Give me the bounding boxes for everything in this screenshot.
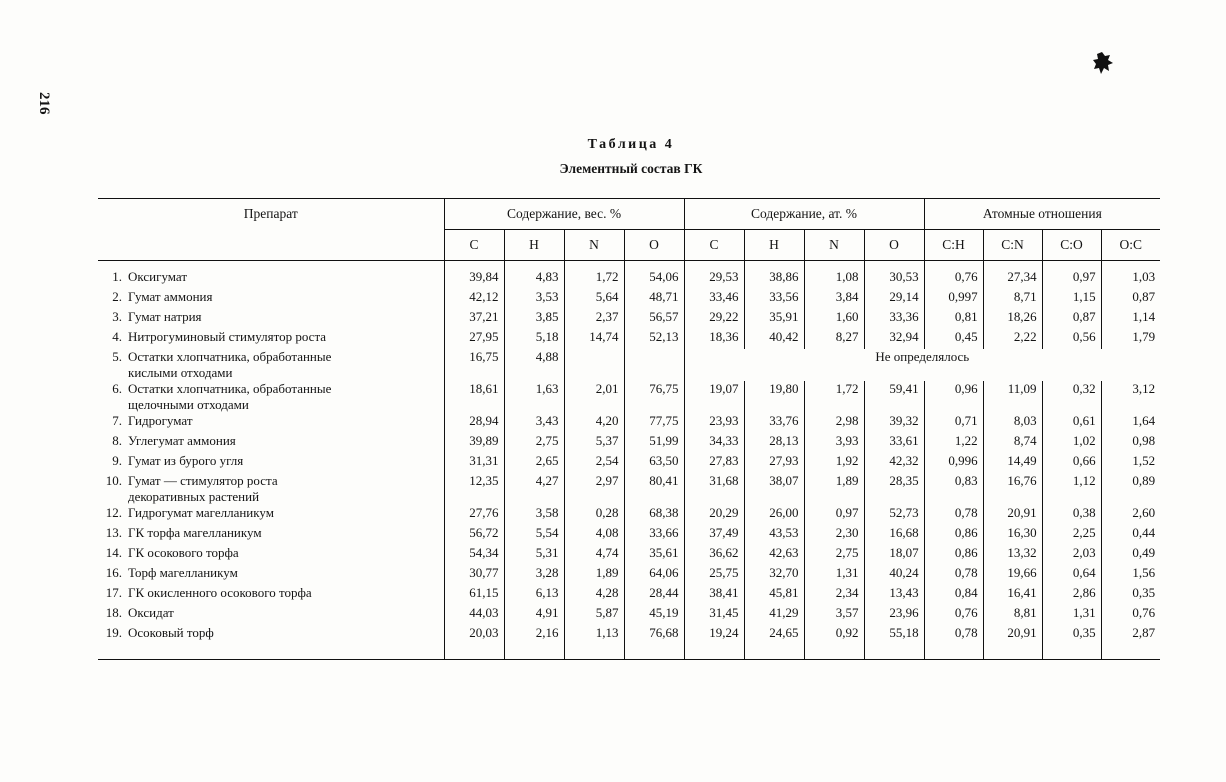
- value-cell: 1,89: [804, 473, 864, 505]
- value-cell: 8,27: [804, 329, 864, 349]
- value-cell: 29,14: [864, 289, 924, 309]
- value-cell: 4,74: [564, 545, 624, 565]
- value-cell: 30,77: [444, 565, 504, 585]
- value-cell: 0,84: [924, 585, 983, 605]
- table-row: [98, 413, 1160, 433]
- preparation-name-cell: [98, 625, 444, 659]
- value-cell: 16,41: [983, 585, 1042, 605]
- value-cell: 23,93: [684, 413, 744, 433]
- table-row: [98, 505, 1160, 525]
- not-determined-note: Не определялось: [684, 349, 1160, 381]
- value-cell: 35,61: [624, 545, 684, 565]
- value-cell: 12,35: [444, 473, 504, 505]
- value-cell: 3,84: [804, 289, 864, 309]
- value-cell: 1,31: [1042, 605, 1101, 625]
- value-cell: 64,06: [624, 565, 684, 585]
- value-cell: 68,38: [624, 505, 684, 525]
- value-cell: 38,86: [744, 261, 804, 290]
- value-cell: 0,996: [924, 453, 983, 473]
- value-cell: 6,13: [504, 585, 564, 605]
- value-cell: 39,89: [444, 433, 504, 453]
- value-cell: 48,71: [624, 289, 684, 309]
- value-cell: 2,25: [1042, 525, 1101, 545]
- value-cell: 1,52: [1101, 453, 1160, 473]
- value-cell: 1,72: [804, 381, 864, 413]
- preparation-name: Оксигумат: [128, 269, 188, 284]
- value-cell: 39,32: [864, 413, 924, 433]
- row-number: 14.: [105, 545, 122, 560]
- preparation-name: Торф магелланикум: [128, 565, 238, 580]
- value-cell: 5,54: [504, 525, 564, 545]
- value-cell: 0,89: [1101, 473, 1160, 505]
- row-number: 9.: [112, 453, 122, 468]
- value-cell: 3,57: [804, 605, 864, 625]
- preparation-name-cell: [98, 565, 444, 585]
- subheader-cell: N: [564, 230, 624, 261]
- value-cell: 51,99: [624, 433, 684, 453]
- value-cell: 27,83: [684, 453, 744, 473]
- value-cell: 4,20: [564, 413, 624, 433]
- preparation-name-cell: [98, 381, 444, 413]
- table-title: Элементный состав ГК: [559, 161, 703, 176]
- value-cell: 63,50: [624, 453, 684, 473]
- preparation-name-cell: [98, 289, 444, 309]
- value-cell: 0,44: [1101, 525, 1160, 545]
- value-cell: 27,95: [444, 329, 504, 349]
- preparation-name: Оксидат: [128, 605, 174, 620]
- preparation-name: ГК окисленного осокового торфа: [128, 585, 312, 600]
- value-cell: 2,03: [1042, 545, 1101, 565]
- value-cell: 33,46: [684, 289, 744, 309]
- value-cell: 30,53: [864, 261, 924, 290]
- preparation-name-cell: [98, 605, 444, 625]
- value-cell: 26,00: [744, 505, 804, 525]
- value-cell: 18,61: [444, 381, 504, 413]
- value-cell: 52,13: [624, 329, 684, 349]
- page-number: 216: [36, 92, 52, 115]
- value-cell: 16,68: [864, 525, 924, 545]
- row-number: 2.: [112, 289, 122, 304]
- value-cell: 0,86: [924, 525, 983, 545]
- value-cell: 0,78: [924, 565, 983, 585]
- preparation-name: ГК осокового торфа: [128, 545, 239, 560]
- value-cell: 27,76: [444, 505, 504, 525]
- value-cell: 4,28: [564, 585, 624, 605]
- subheader-cell: N: [804, 230, 864, 261]
- value-cell: 1,03: [1101, 261, 1160, 290]
- value-cell: 0,92: [804, 625, 864, 659]
- value-cell: 3,53: [504, 289, 564, 309]
- value-cell: 19,80: [744, 381, 804, 413]
- value-cell: 28,13: [744, 433, 804, 453]
- value-cell: 31,31: [444, 453, 504, 473]
- value-cell: 5,37: [564, 433, 624, 453]
- value-cell: 0,28: [564, 505, 624, 525]
- preparation-name-cell: [98, 453, 444, 473]
- value-cell: 1,08: [804, 261, 864, 290]
- value-cell: 33,76: [744, 413, 804, 433]
- value-cell: 16,30: [983, 525, 1042, 545]
- value-cell: 1,56: [1101, 565, 1160, 585]
- value-cell: 0,87: [1042, 309, 1101, 329]
- value-cell: 80,41: [624, 473, 684, 505]
- value-cell: 3,43: [504, 413, 564, 433]
- value-cell: 0,71: [924, 413, 983, 433]
- value-cell: 19,24: [684, 625, 744, 659]
- value-cell: 4,08: [564, 525, 624, 545]
- value-cell: 28,94: [444, 413, 504, 433]
- value-cell: 0,83: [924, 473, 983, 505]
- value-cell: 1,63: [504, 381, 564, 413]
- value-cell: 0,96: [924, 381, 983, 413]
- value-cell: 0,32: [1042, 381, 1101, 413]
- table-row: [98, 525, 1160, 545]
- value-cell: 55,18: [864, 625, 924, 659]
- value-cell: 1,31: [804, 565, 864, 585]
- value-cell: 2,22: [983, 329, 1042, 349]
- value-cell: 0,56: [1042, 329, 1101, 349]
- value-cell: 32,70: [744, 565, 804, 585]
- value-cell: 42,63: [744, 545, 804, 565]
- row-number: 1.: [112, 269, 122, 284]
- table-row: [98, 329, 1160, 349]
- subheader-cell: C:O: [1042, 230, 1101, 261]
- value-cell: 37,21: [444, 309, 504, 329]
- row-number: 10.: [105, 473, 122, 488]
- subheader-cell: C: [684, 230, 744, 261]
- preparation-name: Гидрогумат: [128, 413, 193, 428]
- value-cell: 39,84: [444, 261, 504, 290]
- value-cell: 54,06: [624, 261, 684, 290]
- value-cell: 42,12: [444, 289, 504, 309]
- value-cell: 8,03: [983, 413, 1042, 433]
- value-cell: 0,35: [1042, 625, 1101, 659]
- value-cell: 42,32: [864, 453, 924, 473]
- value-cell: 18,26: [983, 309, 1042, 329]
- value-cell: 34,33: [684, 433, 744, 453]
- preparation-name-cell: [98, 525, 444, 545]
- value-cell: 29,22: [684, 309, 744, 329]
- value-cell: 1,72: [564, 261, 624, 290]
- value-cell: 8,71: [983, 289, 1042, 309]
- value-cell: 0,66: [1042, 453, 1101, 473]
- row-number: 6.: [112, 381, 122, 396]
- value-cell: 5,87: [564, 605, 624, 625]
- row-number: 3.: [112, 309, 122, 324]
- table-row: [98, 453, 1160, 473]
- value-cell: 0,78: [924, 505, 983, 525]
- value-cell: 20,91: [983, 505, 1042, 525]
- value-cell: 0,81: [924, 309, 983, 329]
- preparation-name: Углегумат аммония: [128, 433, 236, 448]
- preparation-name-cell: [98, 329, 444, 349]
- value-cell: 41,29: [744, 605, 804, 625]
- value-cell: 0,49: [1101, 545, 1160, 565]
- subheader-cell: H: [504, 230, 564, 261]
- table-row: [98, 625, 1160, 659]
- subheader-cell: C:H: [924, 230, 983, 261]
- table-row: [98, 381, 1160, 413]
- value-cell: 1,60: [804, 309, 864, 329]
- preparation-name-cell: [98, 261, 444, 290]
- value-cell: 33,61: [864, 433, 924, 453]
- header-preparation: Препарат: [98, 199, 444, 261]
- value-cell: 0,76: [1101, 605, 1160, 625]
- preparation-name: Остатки хлопчатника, обработанные: [128, 349, 332, 364]
- value-cell: 61,15: [444, 585, 504, 605]
- ink-blot-mark: [1093, 52, 1113, 74]
- preparation-name: Гумат — стимулятор роста: [128, 473, 278, 488]
- value-cell: 13,32: [983, 545, 1042, 565]
- value-cell: 20,91: [983, 625, 1042, 659]
- value-cell: 2,16: [504, 625, 564, 659]
- row-number: 5.: [112, 349, 122, 364]
- value-cell: 44,03: [444, 605, 504, 625]
- preparation-name: Нитрогуминовый стимулятор роста: [128, 329, 327, 344]
- preparation-name: ГК торфа магелланикум: [128, 525, 262, 540]
- value-cell: 76,75: [624, 381, 684, 413]
- value-cell: 16,75: [444, 349, 504, 381]
- value-cell: 36,62: [684, 545, 744, 565]
- value-cell: 8,74: [983, 433, 1042, 453]
- composition-table-container: [98, 198, 1160, 660]
- preparation-name: Остатки хлопчатника, обработанные: [128, 381, 332, 396]
- table-row: [98, 565, 1160, 585]
- value-cell: 2,34: [804, 585, 864, 605]
- value-cell: 1,79: [1101, 329, 1160, 349]
- value-cell: 43,53: [744, 525, 804, 545]
- value-cell: 2,75: [804, 545, 864, 565]
- table-row: [98, 585, 1160, 605]
- table-row: [98, 545, 1160, 565]
- value-cell: 23,96: [864, 605, 924, 625]
- value-cell: 77,75: [624, 413, 684, 433]
- row-number: 7.: [112, 413, 122, 428]
- value-cell: 0,64: [1042, 565, 1101, 585]
- value-cell: 1,12: [1042, 473, 1101, 505]
- value-cell: 1,92: [804, 453, 864, 473]
- value-cell: 33,66: [624, 525, 684, 545]
- value-cell: 18,07: [864, 545, 924, 565]
- preparation-name: Гидрогумат магелланикум: [128, 505, 274, 520]
- preparation-name-cell: [98, 309, 444, 329]
- value-cell: 27,93: [744, 453, 804, 473]
- value-cell: 0,35: [1101, 585, 1160, 605]
- subheader-cell: C: [444, 230, 504, 261]
- value-cell: 45,19: [624, 605, 684, 625]
- value-cell: 45,81: [744, 585, 804, 605]
- value-cell: 56,72: [444, 525, 504, 545]
- value-cell: 14,74: [564, 329, 624, 349]
- preparation-name-continued: щелочными отходами: [128, 397, 249, 412]
- value-cell: 2,75: [504, 433, 564, 453]
- value-cell: 1,64: [1101, 413, 1160, 433]
- value-cell: 33,36: [864, 309, 924, 329]
- value-cell: 2,98: [804, 413, 864, 433]
- row-number: 19.: [105, 625, 122, 640]
- value-cell: 5,31: [504, 545, 564, 565]
- value-cell: 31,45: [684, 605, 744, 625]
- value-cell: 2,86: [1042, 585, 1101, 605]
- value-cell: 0,61: [1042, 413, 1101, 433]
- value-cell: 3,85: [504, 309, 564, 329]
- header-weight-content: Содержание, вес. %: [444, 199, 684, 230]
- preparation-name: Осоковый торф: [128, 625, 214, 640]
- value-cell: 0,997: [924, 289, 983, 309]
- preparation-name: Гумат из бурого угля: [128, 453, 244, 468]
- row-number: 13.: [105, 525, 122, 540]
- value-cell: 38,07: [744, 473, 804, 505]
- empty-cell: [564, 349, 624, 381]
- value-cell: 52,73: [864, 505, 924, 525]
- subheader-cell: H: [744, 230, 804, 261]
- value-cell: 16,76: [983, 473, 1042, 505]
- value-cell: 0,76: [924, 261, 983, 290]
- value-cell: 4,83: [504, 261, 564, 290]
- value-cell: 37,49: [684, 525, 744, 545]
- table-row: [98, 605, 1160, 625]
- value-cell: 5,18: [504, 329, 564, 349]
- value-cell: 31,68: [684, 473, 744, 505]
- preparation-name-cell: [98, 413, 444, 433]
- value-cell: 76,68: [624, 625, 684, 659]
- value-cell: 25,75: [684, 565, 744, 585]
- table-row: [98, 349, 1160, 381]
- subheader-cell: O: [864, 230, 924, 261]
- preparation-name-cell: [98, 585, 444, 605]
- value-cell: 1,15: [1042, 289, 1101, 309]
- preparation-name-cell: [98, 545, 444, 565]
- empty-cell: [624, 349, 684, 381]
- value-cell: 20,29: [684, 505, 744, 525]
- value-cell: 1,89: [564, 565, 624, 585]
- value-cell: 40,24: [864, 565, 924, 585]
- value-cell: 40,42: [744, 329, 804, 349]
- subheader-cell: O: [624, 230, 684, 261]
- table-row: [98, 261, 1160, 290]
- value-cell: 8,81: [983, 605, 1042, 625]
- value-cell: 24,65: [744, 625, 804, 659]
- preparation-name-cell: [98, 505, 444, 525]
- value-cell: 19,07: [684, 381, 744, 413]
- value-cell: 20,03: [444, 625, 504, 659]
- value-cell: 28,35: [864, 473, 924, 505]
- value-cell: 38,41: [684, 585, 744, 605]
- value-cell: 14,49: [983, 453, 1042, 473]
- preparation-name-cell: [98, 473, 444, 505]
- value-cell: 2,65: [504, 453, 564, 473]
- value-cell: 0,38: [1042, 505, 1101, 525]
- value-cell: 0,98: [1101, 433, 1160, 453]
- value-cell: 0,86: [924, 545, 983, 565]
- preparation-name-continued: кислыми отходами: [128, 365, 233, 380]
- table-row: [98, 289, 1160, 309]
- value-cell: 2,37: [564, 309, 624, 329]
- value-cell: 3,28: [504, 565, 564, 585]
- header-atomic-content: Содержание, ат. %: [684, 199, 924, 230]
- value-cell: 3,93: [804, 433, 864, 453]
- table-row: [98, 309, 1160, 329]
- value-cell: 0,97: [1042, 261, 1101, 290]
- header-atomic-ratios: Атомные отношения: [924, 199, 1160, 230]
- value-cell: 1,22: [924, 433, 983, 453]
- preparation-name-continued: декоративных растений: [128, 489, 260, 504]
- value-cell: 18,36: [684, 329, 744, 349]
- subheader-cell: O:C: [1101, 230, 1160, 261]
- value-cell: 11,09: [983, 381, 1042, 413]
- value-cell: 1,13: [564, 625, 624, 659]
- value-cell: 1,02: [1042, 433, 1101, 453]
- value-cell: 54,34: [444, 545, 504, 565]
- value-cell: 13,43: [864, 585, 924, 605]
- value-cell: 56,57: [624, 309, 684, 329]
- value-cell: 2,87: [1101, 625, 1160, 659]
- value-cell: 3,12: [1101, 381, 1160, 413]
- value-cell: 0,97: [804, 505, 864, 525]
- row-number: 16.: [105, 565, 122, 580]
- value-cell: 2,97: [564, 473, 624, 505]
- row-number: 8.: [112, 433, 122, 448]
- value-cell: 4,27: [504, 473, 564, 505]
- row-number: 4.: [112, 329, 122, 344]
- preparation-name-cell: [98, 349, 444, 381]
- value-cell: 0,87: [1101, 289, 1160, 309]
- value-cell: 35,91: [744, 309, 804, 329]
- value-cell: 2,54: [564, 453, 624, 473]
- value-cell: 28,44: [624, 585, 684, 605]
- subheader-cell: C:N: [983, 230, 1042, 261]
- table-label: Таблица 4: [587, 137, 675, 152]
- preparation-name: Гумат натрия: [128, 309, 202, 324]
- row-number: 12.: [105, 505, 122, 520]
- table-row: [98, 433, 1160, 453]
- preparation-name-cell: [98, 433, 444, 453]
- elemental-composition-table: [98, 199, 1160, 659]
- value-cell: 59,41: [864, 381, 924, 413]
- value-cell: 2,60: [1101, 505, 1160, 525]
- value-cell: 0,78: [924, 625, 983, 659]
- table-row: [98, 473, 1160, 505]
- value-cell: 4,88: [504, 349, 564, 381]
- value-cell: 0,76: [924, 605, 983, 625]
- value-cell: 19,66: [983, 565, 1042, 585]
- value-cell: 3,58: [504, 505, 564, 525]
- value-cell: 27,34: [983, 261, 1042, 290]
- value-cell: 4,91: [504, 605, 564, 625]
- row-number: 17.: [105, 585, 122, 600]
- value-cell: 33,56: [744, 289, 804, 309]
- value-cell: 0,45: [924, 329, 983, 349]
- value-cell: 2,01: [564, 381, 624, 413]
- value-cell: 29,53: [684, 261, 744, 290]
- row-number: 18.: [105, 605, 122, 620]
- preparation-name: Гумат аммония: [128, 289, 213, 304]
- value-cell: 5,64: [564, 289, 624, 309]
- value-cell: 2,30: [804, 525, 864, 545]
- value-cell: 32,94: [864, 329, 924, 349]
- value-cell: 1,14: [1101, 309, 1160, 329]
